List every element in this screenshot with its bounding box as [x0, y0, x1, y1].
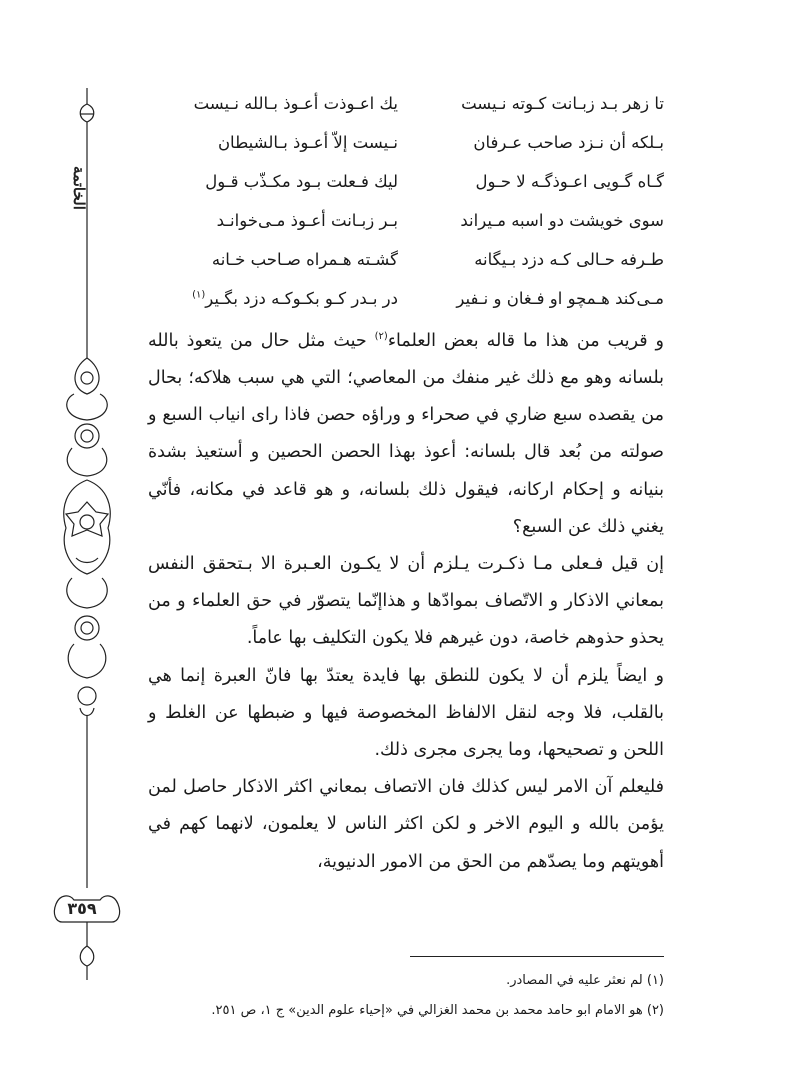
section-title: الخاتمة — [70, 166, 88, 210]
footnote: (١) لم نعثر عليه في المصادر. — [506, 973, 664, 988]
main-text — [148, 84, 664, 881]
poem-hemistich-right: طـرفه حـالى كـه دزد بـيگانه — [474, 250, 664, 269]
poem-hemistich-right: مـى‌كند هـمچو او فـغان و نـفير — [456, 289, 664, 308]
poem-hemistich-left: ليك فـعلت بـود مكـذّب قـول — [205, 172, 398, 191]
poem-hemistich-right: گـاه گـويى اعـوذگـه لا حـول — [475, 172, 664, 191]
poem-line — [148, 240, 664, 279]
poem-hemistich-left: يك اعـوذت أعـوذ بـالله نـيست — [193, 94, 398, 113]
poem-hemistich-text: در بـدر كـو بكـوكـه دزد بگـير — [205, 289, 398, 308]
footnote-marker: (١) — [192, 289, 206, 301]
page-number: ٣٥٩ — [67, 898, 97, 918]
ornament-column — [52, 88, 122, 1068]
poem-hemistich-left: گشـته هـمراه صـاحب خـانه — [211, 250, 398, 269]
poem — [148, 84, 664, 318]
poem-line — [148, 162, 664, 201]
footnotes — [148, 966, 664, 1026]
poem-line — [148, 84, 664, 123]
poem-line — [148, 123, 664, 162]
poem-line — [148, 279, 664, 318]
poem-hemistich-right: بـلکه أن نـزد صاحب عـرفان — [473, 133, 664, 152]
poem-hemistich-right: سوى خويشت دو اسبه مـيراند — [460, 211, 664, 230]
paragraph-text: حيث مثل حال من يتعوذ بالله بلسانه وهو مع ذلك غير منفك من المعاصي؛ التي هي سبب هلاكه؛ بحال من يقصده سبع ضاري في صحراء و وراؤه حصن فاذا راى انياب السبع و صولته من بُعد قال بلسانه: أعوذ بهذا الحصن الحصين و أستعيذ بشدة بنيانه و إحكام اركانه، فيقول ذلك بلسانه، و هو قاعد في مكانه، فأنّي يغني ذلك عن السبع؟ — [148, 330, 664, 537]
paragraph-text: و قريب من هذا ما قاله بعض العلماء — [387, 330, 665, 351]
footnote-marker: (٢) — [374, 331, 388, 342]
paragraph: إن قيل فـعلى مـا ذكـرت يـلزم أن لا يكـون العـبرة الا بـتحقق النفس بمعاني الاذكار و الاتّصاف بموادّها و هذاإنّما يتصوّر في حق العلماء و من يحذو حذوهم خاصة، دون غيرهم فلا يكون التكليف بها عاماً. — [148, 554, 664, 649]
paragraph: و ايضاً يلزم أن لا يكون للنطق بها فايدة يعتدّ بها فانّ العبرة إنما هي بالقلب، فلا وجه لنقل الالفاظ المخصوصة فيها و ضبطها عن الغلط و اللحن و تصحيحها، وما يجرى مجرى ذلك. — [148, 665, 664, 761]
poem-line — [148, 201, 664, 240]
poem-hemistich-left — [148, 289, 398, 308]
footnote-divider — [410, 956, 664, 957]
footnote: (٢) هو الامام ابو حامد محمد بن محمد الغزالي في «إحياء علوم الدين» ج ١، ص ٢٥١. — [211, 1003, 664, 1018]
paragraph: فليعلم آن الامر ليس كذلك فان الاتصاف بمعاني اكثر الاذكار حاصل لمن يؤمن بالله و اليوم الاخر و لكن اكثر الناس لا يعلمون، لانهما كهم في أهويتهم وما يصدّهم من الحق من الامور الدنيوية، — [148, 777, 664, 872]
poem-hemistich-right: تا زهر بـد زبـانت کـوته نـيست — [461, 94, 664, 113]
page-number-badge — [52, 888, 112, 928]
paragraph — [148, 318, 664, 546]
poem-hemistich-left: بـر زبـانت أعـوذ مـى‌خوانـد — [216, 211, 398, 230]
poem-hemistich-left: نـيست إلاّ أعـوذ بـالشيطان — [217, 133, 398, 152]
